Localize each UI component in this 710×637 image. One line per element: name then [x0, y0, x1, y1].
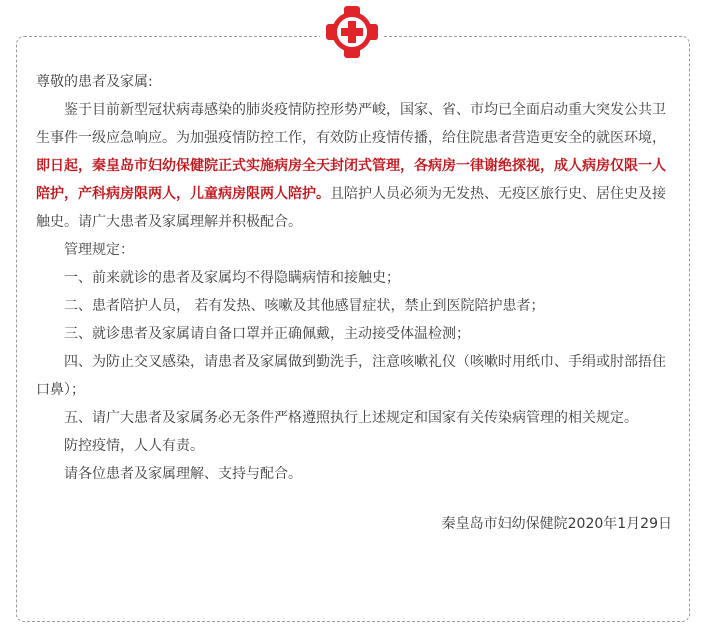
intro-paragraph	[36, 96, 672, 236]
slogan: 防控疫情，人人有责。	[64, 438, 204, 454]
salutation: 尊敬的患者及家属:	[36, 74, 153, 90]
intro-tail: 且陪护人员必须为无发热、无疫区旅行史、居住史及接触史。请广大患者及家属理解并积极配合。	[36, 186, 666, 230]
rule-item: 五、请广大患者及家属务必无条件严格遵照执行上述规定和国家有关传染病管理的相关规定。	[64, 410, 638, 426]
notice-body	[36, 68, 672, 538]
red-cross-icon	[320, 0, 384, 64]
closing-line: 请各位患者及家属理解、支持与配合。	[64, 466, 302, 482]
rule-item: 一、前来就诊的患者及家属均不得隐瞒病情和接触史；	[64, 270, 400, 286]
rule-item: 二、患者陪护人员， 若有发热、咳嗽及其他感冒症状，禁止到医院陪护患者；	[64, 298, 545, 314]
intro-text: 鉴于目前新型冠状病毒感染的肺炎疫情防控形势严峻，国家、省、市均已全面启动重大突发公共卫生事件一级应急响应。为加强疫情防控工作，有效防止疫情传播，给住院患者营造更安全的就医环境，	[36, 102, 666, 146]
intro-highlight: 即日起，秦皇岛市妇幼保健院正式实施病房全天封闭式管理，各病房一律谢绝探视，成人病房仅限一人陪护，产科病房限两人，儿童病房限两人陪护。	[36, 158, 666, 202]
rule-item: 四、为防止交叉感染，请患者及家属做到勤洗手，注意咳嗽礼仪（咳嗽时用纸巾、手绢或肘部捂住口鼻）；	[36, 354, 666, 398]
rule-item: 三、就诊患者及家属请自备口罩并正确佩戴，主动接受体温检测；	[64, 326, 470, 342]
rules-heading: 管理规定：	[64, 242, 134, 258]
signature: 秦皇岛市妇幼保健院2020年1月29日	[441, 516, 672, 532]
